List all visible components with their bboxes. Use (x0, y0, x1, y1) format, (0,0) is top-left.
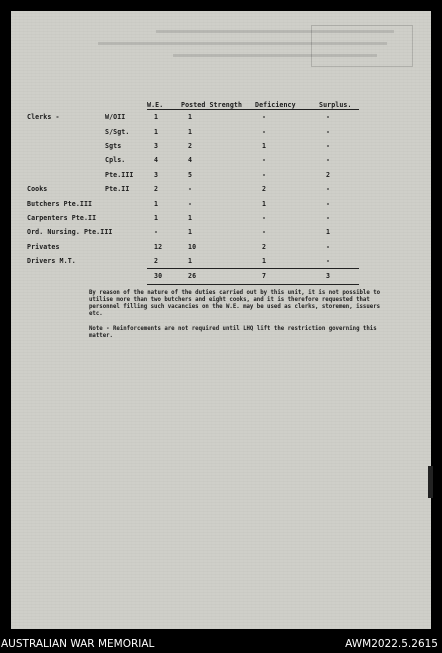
footer-accession-number: AWM2022.5.2615 (345, 638, 438, 650)
binding-clip (428, 466, 433, 498)
totals-row (27, 269, 359, 284)
cell-deficiency: 1 (262, 257, 267, 266)
table-row (27, 110, 359, 125)
total-we: 30 (147, 269, 181, 284)
header-posted-strength: Posted Strength (181, 95, 255, 110)
row-category (27, 168, 105, 182)
paragraph-duties: By reason of the nature of the duties carried out by this unit, it is not possible to utilise more than two butchers and eight cooks, and it is therefore requested that personnel filling such vacancies on the W.E. may be used as clerks, storemen, issuers etc. (89, 290, 381, 318)
table-row (27, 139, 359, 153)
table-row (27, 124, 359, 138)
row-category: Ord. Nursing. Pte.III (27, 228, 113, 237)
cell-surplus: - (326, 213, 331, 222)
table-row (27, 168, 359, 182)
cell-surplus: 2 (326, 170, 331, 179)
paragraph-note: Note - Reinforcements are not required until LHQ lift the restriction governing this matter. (89, 326, 377, 340)
cell-posted: 10 (188, 242, 197, 251)
cell-we: 1 (154, 113, 159, 122)
row-category: Drivers M.T. (27, 257, 76, 266)
cell-we: 3 (154, 141, 159, 150)
cell-deficiency: - (262, 113, 267, 122)
cell-we: 1 (154, 199, 159, 208)
cell-deficiency: - (262, 156, 267, 165)
cell-deficiency: 1 (262, 141, 267, 150)
bleed-through-box (311, 25, 413, 67)
row-category: Butchers Pte.III (27, 199, 93, 208)
row-rank: Cpls. (105, 156, 126, 165)
row-category (27, 139, 105, 153)
cell-we: 3 (154, 170, 159, 179)
table-row (27, 153, 359, 167)
cell-we: - (154, 228, 159, 237)
cell-surplus: - (326, 242, 331, 251)
cell-surplus: - (326, 141, 331, 150)
cell-we: 12 (154, 242, 163, 251)
header-surplus: Surplus. (319, 95, 359, 110)
cell-we: 1 (154, 127, 159, 136)
total-posted: 26 (181, 269, 255, 284)
header-we: W.E. (147, 95, 181, 110)
archive-footer (0, 638, 442, 653)
table-body (27, 110, 359, 285)
cell-surplus: - (326, 113, 331, 122)
row-rank: W/OII (105, 112, 126, 121)
table-row (27, 225, 359, 239)
cell-deficiency: 1 (262, 199, 267, 208)
cell-we: 1 (154, 213, 159, 222)
row-rank: Pte.II (105, 185, 130, 194)
row-category: Carpenters Pte.II (27, 213, 97, 222)
cell-posted: 1 (188, 127, 193, 136)
table-header-row (27, 95, 359, 110)
cell-deficiency: 2 (262, 185, 267, 194)
cell-posted: 1 (188, 257, 193, 266)
row-rank: Sgts (105, 141, 122, 150)
table-row (27, 182, 359, 196)
cell-surplus: - (326, 185, 331, 194)
cell-we: 2 (154, 185, 159, 194)
table-row (27, 254, 359, 269)
row-category (27, 124, 105, 138)
cell-posted: 1 (188, 213, 193, 222)
header-deficiency: Deficiency (255, 95, 319, 110)
total-surplus: 3 (319, 269, 359, 284)
row-rank: S/Sgt. (105, 127, 130, 136)
total-deficiency: 7 (255, 269, 319, 284)
cell-posted: 1 (188, 113, 193, 122)
table-row (27, 211, 359, 225)
cell-posted: 5 (188, 170, 193, 179)
cell-posted: - (188, 185, 193, 194)
cell-posted: 1 (188, 228, 193, 237)
cell-deficiency: - (262, 213, 267, 222)
cell-posted: 4 (188, 156, 193, 165)
row-category: Clerks - (27, 112, 60, 121)
cell-deficiency: - (262, 170, 267, 179)
cell-surplus: - (326, 127, 331, 136)
explanatory-notes (89, 290, 385, 349)
cell-we: 2 (154, 257, 159, 266)
cell-surplus: - (326, 199, 331, 208)
row-rank: Pte.III (105, 170, 134, 179)
footer-institution: AUSTRALIAN WAR MEMORIAL (1, 638, 155, 650)
row-category: Privates (27, 242, 60, 251)
cell-we: 4 (154, 156, 159, 165)
cell-surplus: - (326, 257, 331, 266)
cell-posted: - (188, 199, 193, 208)
strength-table (27, 95, 359, 285)
row-category (27, 153, 105, 167)
cell-deficiency: - (262, 127, 267, 136)
row-category: Cooks (27, 185, 48, 194)
cell-surplus: - (326, 156, 331, 165)
cell-deficiency: 2 (262, 242, 267, 251)
table-row (27, 240, 359, 254)
table-row (27, 196, 359, 210)
cell-deficiency: - (262, 228, 267, 237)
cell-surplus: 1 (326, 228, 331, 237)
cell-posted: 2 (188, 141, 193, 150)
